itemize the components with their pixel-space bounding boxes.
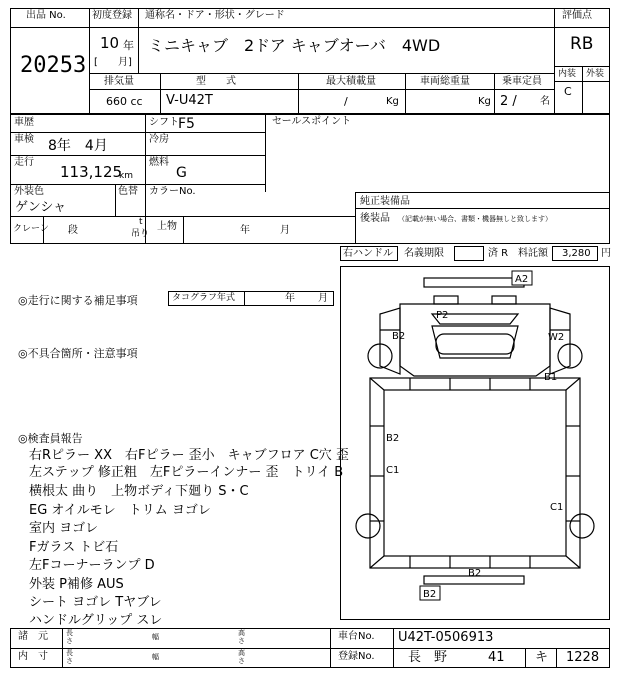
name-label: 通称名・ドア・形状・グレード	[145, 10, 285, 21]
after-note: （記載が無い場合、書類・機器無しと致します）	[398, 215, 552, 223]
mark-b2-bumper: B2	[423, 589, 437, 600]
mark-p2: P2	[436, 310, 449, 321]
after-label: 後装品	[360, 213, 390, 224]
len-label-1: 長さ	[66, 629, 73, 645]
selling-label: セールスポイント	[272, 116, 352, 127]
mark-w2: W2	[548, 332, 565, 343]
lot-label: 出品 No.	[26, 10, 66, 21]
inspector-line: Fガラス トビ石	[29, 540, 119, 555]
aircon-label: 冷房	[149, 134, 169, 145]
width-label-2: 幅	[152, 653, 159, 661]
mark-c1-left: C1	[386, 465, 400, 476]
header-frame	[10, 8, 610, 114]
crane-t: t	[139, 217, 143, 227]
capacity-unit: 名	[540, 96, 550, 107]
chassis-label: 車台No.	[338, 631, 375, 642]
shaken-label: 車検	[14, 134, 34, 145]
interior-label: 内装	[558, 69, 577, 79]
recycle-prefix: 済 R	[488, 248, 509, 259]
capacity-label: 乗車定員	[502, 76, 542, 87]
naigai-label: 内 寸	[18, 651, 48, 662]
crane-label: クレーン	[13, 224, 49, 234]
reg-label: 初度登録	[92, 10, 132, 21]
truck-diagram	[340, 266, 610, 620]
mark-b2-rear: B2	[468, 568, 482, 579]
mileage-value: 113,125	[60, 163, 123, 181]
mark-b2-cab: B2	[392, 331, 406, 342]
plate-area: 長 野	[408, 650, 448, 665]
reg-year-unit: 年	[123, 39, 134, 52]
fuel-label: 燃料	[149, 157, 169, 168]
gross-label: 車両総重量	[420, 76, 470, 87]
plate-class: 41	[488, 650, 505, 665]
tacho-year: 年	[285, 293, 295, 304]
body-label: 上物	[157, 221, 177, 232]
inspector-line: ハンドルグリップ スレ	[29, 613, 163, 628]
history-label: 車歴	[14, 117, 34, 128]
shift-label: シフト	[149, 117, 179, 128]
maxload-sep: /	[344, 95, 348, 108]
inspector-title: ◎検査員報告	[18, 432, 83, 445]
len-label-2: 長さ	[66, 649, 73, 665]
mark-b1: B1	[544, 372, 558, 383]
mark-c1-right: C1	[550, 502, 564, 513]
reg-month-unit: 月]	[118, 57, 132, 68]
color-value: ゲンシャ	[15, 200, 67, 215]
color-label: 外装色	[14, 186, 44, 197]
inspector-line: 左Fコーナーランプ D	[29, 558, 155, 573]
crane-hoist: 吊り	[131, 229, 150, 239]
reg-no-label: 登録No.	[338, 651, 375, 662]
height-label-1: 高さ	[238, 629, 245, 645]
plate-kana: キ	[535, 650, 549, 665]
maxload-label: 最大積載量	[326, 76, 376, 87]
inspector-line: 室内 ヨゴレ	[29, 521, 99, 536]
maxload-unit: Kg	[386, 96, 399, 107]
inspector-line: 右Rピラー XX 右Fピラー 歪小 キャブフロア C穴 歪	[29, 448, 349, 463]
recycle-unit: 円	[601, 248, 611, 259]
defects-title: ◎不具合箇所・注意事項	[18, 347, 138, 360]
supplement-title: ◎走行に関する補足事項	[18, 294, 138, 307]
plate-number: 1228	[566, 650, 600, 665]
width-label-1: 幅	[152, 633, 159, 641]
displacement-value: 660 cc	[106, 95, 143, 108]
fuel-value: G	[176, 165, 187, 181]
car-name: ミニキャブ 2ドア キャブオーバ 4WD	[148, 36, 441, 55]
gross-unit: Kg	[478, 96, 491, 107]
mileage-unit: km	[119, 171, 133, 181]
mileage-label: 走行	[14, 157, 34, 168]
steering-value: 右ハンドル	[343, 248, 393, 259]
body-month: 月	[280, 225, 290, 236]
inspector-line: 外装 P補修 AUS	[29, 577, 124, 592]
shift-value: F5	[178, 116, 195, 132]
mark-b2-left: B2	[386, 433, 400, 444]
model-value: V-U42T	[166, 93, 213, 108]
lot-number: 20253	[20, 53, 87, 78]
color-code-label: カラーNo.	[149, 186, 196, 197]
shoso-label: 諸 元	[18, 631, 48, 642]
height-label-2: 高さ	[238, 649, 245, 665]
displacement-label: 排気量	[104, 76, 134, 87]
meigi-box	[454, 246, 484, 261]
inspector-line: 横根太 曲り 上物ボディ下廻り S・C	[29, 484, 249, 499]
tacho-label: タコグラフ年式	[172, 293, 236, 303]
equip-label: 純正装備品	[360, 196, 410, 207]
meigi-label: 名義期限	[404, 248, 444, 259]
chassis-number: U42T-0506913	[398, 630, 494, 645]
shaken-value: 8年 4月	[48, 138, 108, 154]
model-label: 型 式	[196, 76, 236, 87]
recycle-amount: 3,280	[562, 248, 591, 259]
inspector-line: シート ヨゴレ Tヤブレ	[29, 595, 162, 610]
grade-value: RB	[570, 34, 594, 54]
inspector-line: EG オイルモレ トリム ヨゴレ	[29, 503, 211, 518]
crane-dan: 段	[68, 225, 78, 236]
mark-a2: A2	[515, 274, 529, 285]
reg-year: 10	[100, 34, 120, 52]
recycle-label: 料託額	[518, 248, 548, 259]
grade-label: 評価点	[562, 10, 592, 21]
capacity-value: 2 /	[500, 94, 517, 109]
reg-month-open: [	[94, 57, 98, 68]
interior-grade: C	[564, 85, 572, 98]
inspector-line: 左ステップ 修正粗 左Fピラーインナー 歪 トリイ B	[29, 465, 344, 480]
color-no-label: 色替	[118, 186, 138, 197]
exterior-label: 外装	[586, 69, 605, 79]
tacho-month: 月	[318, 293, 328, 304]
body-year: 年	[240, 225, 250, 236]
